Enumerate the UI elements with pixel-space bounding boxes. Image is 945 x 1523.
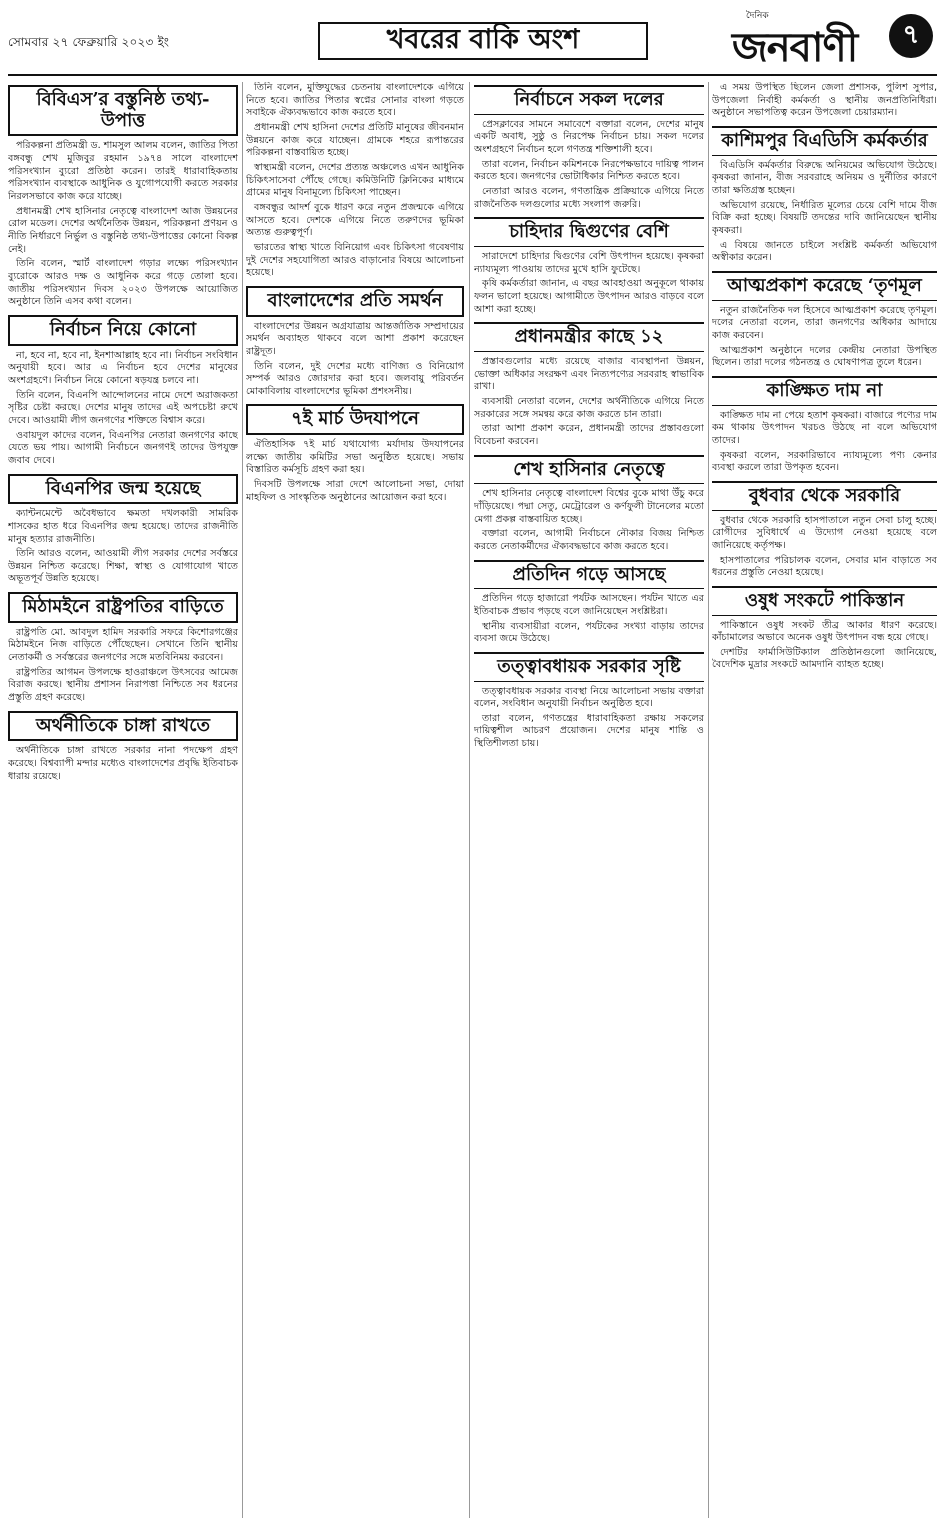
article-body [474,119,704,212]
article-body [8,745,238,783]
article-body [712,160,937,265]
article-paragraph: তিনি বলেন, মুক্তিযুদ্ধের চেতনায় বাংলাদেশকে এগিয়ে নিতে হবে। জাতির পিতার স্বপ্নের সোনার বাংলা গড়তে সবাইকে ঐক্যবদ্ধভাবে কাজ করতে হবে। [246,82,464,119]
article-body [474,356,704,449]
article-body [246,82,464,280]
issue-date: সোমবার ২৭ ফেব্রুয়ারি ২০২৩ ইং [8,35,170,49]
article-paragraph: সারাদেশে চাহিদার দ্বিগুণের বেশি উৎপাদন হয়েছে। কৃষকরা ন্যায্যমূল্য পাওয়ায় তাদের মুখে হাসি ফুটেছে। [474,250,704,275]
article-body [246,439,464,504]
article-body [474,593,704,646]
article-headline: চাহিদার দ্বিগুণের বেশি [474,217,704,247]
column-1 [8,82,238,1518]
article [474,85,704,211]
article-paragraph: দিবসটি উপলক্ষে সারা দেশে আলোচনা সভা, দোয়া মাহফিল ও সাংস্কৃতিক অনুষ্ঠানের আয়োজন করা হবে। [246,479,464,503]
article-paragraph: ওবায়দুল কাদের বলেন, বিএনপির নেতারা জনগণের কাছে যেতে ভয় পায়। আগামী নির্বাচনে জনগণই তাদের উপযুক্ত জবাব দেবে। [8,429,238,466]
logo-daily: দৈনিক [746,11,769,21]
article [712,376,937,475]
article-paragraph: স্বাস্থ্যমন্ত্রী বলেন, দেশের প্রত্যন্ত অঞ্চলেও এখন আধুনিক চিকিৎসাসেবা পৌঁছে গেছে। কমিউনিটি ক্লিনিকের মাধ্যমে গ্রামের মানুষ বিনামূল্যে চিকিৎসা পাচ্ছেন। [246,161,464,199]
article-headline: বুধবার থেকে সরকারি [712,481,937,511]
article-body [712,515,937,580]
article-paragraph: এ বিষয়ে জানতে চাইলে সংশ্লিষ্ট কর্মকর্তা অভিযোগ অস্বীকার করেন। [712,239,937,264]
article-paragraph: তারা বলেন, গণতন্ত্রের ধারাবাহিকতা রক্ষায় সকলের দায়িত্বশীল আচরণ প্রয়োজন। দেশের মানুষ শান্তি ও স্থিতিশীলতা চায়। [474,712,704,750]
article-body [8,350,238,468]
article [474,455,704,554]
article-body [712,305,937,370]
article [246,82,464,280]
article-paragraph: রাষ্ট্রপতি মো. আবদুল হামিদ সরকারি সফরে কিশোরগঞ্জের মিঠামইনে নিজ বাড়িতে পৌঁছেছেন। সেখানে তিনি স্থানীয় নেতাকর্মী ও সর্বস্তরের জনগণের সঙ্গে মতবিনিময় করবেন। [8,626,238,664]
article-headline: কাঙ্ক্ষিত দাম না [712,376,937,406]
article [474,322,704,448]
article [8,474,238,587]
article-headline: বাংলাদেশের প্রতি সমর্থন [246,286,464,317]
article-paragraph: তিনি বলেন, বিএনপি আন্দোলনের নামে দেশে অরাজকতা সৃষ্টির চেষ্টা করছে। দেশের মানুষ তাদের এই অপচেষ্টা রুখে দেবে। আওয়ামী লীগ জনগণের শক্তিতে বিশ্বাস করে। [8,389,238,426]
column-divider [708,82,709,1518]
article-paragraph: ভারতের স্বাস্থ্য খাতে বিনিয়োগ এবং চিকিৎসা গবেষণায় দুই দেশের সহযোগিতা আরও বাড়ানোর বিষয়ে আলোচনা হয়েছে। [246,241,464,279]
article-paragraph: কাঙ্ক্ষিত দাম না পেয়ে হতাশ কৃষকরা। বাজারে পণ্যের দাম কম থাকায় উৎপাদন খরচও উঠছে না বলে অভিযোগ তাদের। [712,409,937,446]
article-headline: বিবিএস’র বস্তুনিষ্ঠ তথ্য-উপাত্ত [8,85,238,136]
article-paragraph: প্রধানমন্ত্রী শেখ হাসিনা দেশের প্রতিটি মানুষের জীবনমান উন্নয়নে কাজ করে যাচ্ছেন। গ্রামকে শহরে রূপান্তরের পরিকল্পনা বাস্তবায়িত হচ্ছে। [246,121,464,159]
article-paragraph: তত্ত্বাবধায়ক সরকার ব্যবস্থা নিয়ে আলোচনা সভায় বক্তারা বলেন, সংবিধান অনুযায়ী নির্বাচন অনুষ্ঠিত হবে। [474,685,704,710]
header-divider [8,74,937,76]
column-4 [712,82,937,1518]
article-paragraph: প্রস্তাবগুলোর মধ্যে রয়েছে বাজার ব্যবস্থাপনা উন্নয়ন, ভোক্তা অধিকার সংরক্ষণ এবং নিত্যপণ্যের সরবরাহ স্বাভাবিক রাখা। [474,355,704,393]
page-number: ৭ [889,14,933,58]
article [8,592,238,705]
article [246,286,464,399]
article-headline: ৭ই মার্চ উদযাপনে [246,404,464,435]
article-body [8,508,238,586]
article [712,126,937,265]
logo-name: জনবাণী [732,24,858,71]
article [712,82,937,120]
article-paragraph: বাংলাদেশের উন্নয়ন অগ্রযাত্রায় আন্তর্জাতিক সম্প্রদায়ের সমর্থন অব্যাহত থাকবে বলে আশা প্রকাশ করেছেন রাষ্ট্রদূত। [246,320,464,357]
article-headline: প্রধানমন্ত্রীর কাছে ১২ [474,322,704,352]
article-paragraph: হাসপাতালের পরিচালক বলেন, সেবার মান বাড়াতে সব ধরনের প্রস্তুতি নেওয়া হয়েছে। [712,554,937,579]
article-headline: প্রতিদিন গড়ে আসছে [474,560,704,590]
article-paragraph: পাকিস্তানে ওষুধ সংকট তীব্র আকার ধারণ করেছে। কাঁচামালের অভাবে অনেক ওষুধ উৎপাদন বন্ধ হয়ে গেছে। [712,619,937,644]
article-paragraph: স্থানীয় ব্যবসায়ীরা বলেন, পর্যটকের সংখ্যা বাড়ায় তাদের ব্যবসা জমে উঠেছে। [474,620,704,645]
article [712,271,937,370]
article-paragraph: কৃষকরা বলেন, সরকারিভাবে ন্যায্যমূল্যে পণ্য কেনার ব্যবস্থা করলে তারা উপকৃত হবেন। [712,449,937,474]
article-paragraph: বুধবার থেকে সরকারি হাসপাতালে নতুন সেবা চালু হচ্ছে। রোগীদের সুবিধার্থে এ উদ্যোগ নেওয়া হয়েছে বলে জানিয়েছে কর্তৃপক্ষ। [712,514,937,551]
article-paragraph: না, হবে না, হবে না, ইনশাআল্লাহ হবে না। নির্বাচন সংবিধান অনুযায়ী হবে। আর এ নির্বাচন হবে দেশের মানুষের অংশগ্রহণে। নির্বাচন নিয়ে কোনো ষড়যন্ত্র চলবে না। [8,349,238,386]
article-headline: অর্থনীতিকে চাঙ্গা রাখতে [8,711,238,742]
article-paragraph: নতুন রাজনৈতিক দল হিসেবে আত্মপ্রকাশ করেছে তৃণমূল। দলের নেতারা বলেন, তারা জনগণের অধিকার আদায়ে কাজ করবেন। [712,304,937,341]
article-body [712,82,937,120]
article-body [246,321,464,399]
column-3 [474,82,704,1518]
article [8,315,238,468]
article-headline: শেখ হাসিনার নেতৃত্বে [474,455,704,485]
article-paragraph: তারা বলেন, নির্বাচন কমিশনকে নিরপেক্ষভাবে দায়িত্ব পালন করতে হবে। জনগণের ভোটাধিকার নিশ্চিত করতে হবে। [474,158,704,183]
article [246,404,464,504]
article-paragraph: প্রেসক্লাবের সামনে সমাবেশে বক্তারা বলেন, দেশের মানুষ একটি অবাধ, সুষ্ঠু ও নিরপেক্ষ নির্বাচন চায়। সকল দলের অংশগ্রহণে নির্বাচন হলে গণতন্ত্র শক্তিশালী হবে। [474,118,704,155]
article-paragraph: তিনি আরও বলেন, আওয়ামী লীগ সরকার দেশের সর্বস্তরে উন্নয়ন নিশ্চিত করেছে। শিক্ষা, স্বাস্থ্য ও যোগাযোগ খাতে অভূতপূর্ব উন্নতি হয়েছে। [8,548,238,585]
column-divider [469,82,470,1518]
columns [8,82,937,1518]
article [474,652,704,751]
article-paragraph: তিনি বলেন, দুই দেশের মধ্যে বাণিজ্য ও বিনিয়োগ সম্পর্ক আরও জোরদার করা হবে। জলবায়ু পরিবর্তন মোকাবিলায় বাংলাদেশের ভূমিকা প্রশংসনীয়। [246,360,464,397]
article-paragraph: শেখ হাসিনার নেতৃত্বে বাংলাদেশ বিশ্বের বুকে মাথা উঁচু করে দাঁড়িয়েছে। পদ্মা সেতু, মেট্রোরেল ও কর্ণফুলী টানেলের মতো মেগা প্রকল্প বাস্তবায়িত হচ্ছে। [474,488,704,525]
article-body [474,686,704,751]
article-paragraph: পরিকল্পনা প্রতিমন্ত্রী ড. শামসুল আলম বলেন, জাতির পিতা বঙ্গবন্ধু শেখ মুজিবুর রহমান ১৯৭৪ সালে বাংলাদেশ পরিসংখ্যান ব্যুরো প্রতিষ্ঠা করেন। তারই ধারাবাহিকতায় পরিসংখ্যান ব্যবস্থাকে আধুনিক ও যুগোপযোগী করতে সরকার নিরলসভাবে কাজ করে যাচ্ছে। [8,140,238,202]
article-paragraph: রাষ্ট্রপতির আগমন উপলক্ষে হাওরাঞ্চলে উৎসবের আমেজ বিরাজ করছে। স্থানীয় প্রশাসন নিরাপত্তা নিশ্চিতে সব ধরনের প্রস্তুতি গ্রহণ করেছে। [8,666,238,704]
article-paragraph: বক্তারা বলেন, আগামী নির্বাচনে নৌকার বিজয় নিশ্চিত করতে নেতাকর্মীদের ঐক্যবদ্ধভাবে কাজ করতে হবে। [474,528,704,552]
section-title: খবরের বাকি অংশ [318,22,648,60]
article [712,481,937,580]
article-paragraph: আত্মপ্রকাশ অনুষ্ঠানে দলের কেন্দ্রীয় নেতারা উপস্থিত ছিলেন। তারা দলের গঠনতন্ত্র ও ঘোষণাপত্র তুলে ধরেন। [712,344,937,369]
article-headline: তত্ত্বাবধায়ক সরকার সৃষ্টি [474,652,704,682]
article-headline: আত্মপ্রকাশ করেছে ‘তৃণমূল [712,271,937,301]
article-paragraph: ব্যবসায়ী নেতারা বলেন, দেশের অর্থনীতিকে এগিয়ে নিতে সরকারের সঙ্গে সমন্বয় করে কাজ করতে চান তারা। [474,395,704,420]
article [712,586,937,672]
column-2 [246,82,464,1518]
article-headline: বিএনপির জন্ম হয়েছে [8,474,238,505]
newspaper-logo [732,8,937,71]
article-paragraph: প্রধানমন্ত্রী শেখ হাসিনার নেতৃত্বে বাংলাদেশ আজ উন্নয়নের রোল মডেল। দেশের অর্থনৈতিক উন্নয়ন, পরিকল্পনা প্রণয়ন ও নীতি নির্ধারণে নির্ভুল ও বস্তুনিষ্ঠ তথ্য-উপাত্তের কোনো বিকল্প নেই। [8,205,238,255]
article-headline: ওষুধ সংকটে পাকিস্তান [712,586,937,616]
article-paragraph: বঙ্গবন্ধুর আদর্শ বুকে ধারণ করে নতুন প্রজন্মকে এগিয়ে আসতে হবে। দেশকে এগিয়ে নিতে তরুণদের ভূমিকা অত্যন্ত গুরুত্বপূর্ণ। [246,201,464,239]
article-paragraph: অর্থনীতিকে চাঙ্গা রাখতে সরকার নানা পদক্ষেপ গ্রহণ করেছে। বিশ্বব্যাপী মন্দার মধ্যেও বাংলাদেশের প্রবৃদ্ধি ইতিবাচক ধারায় রয়েছে। [8,745,238,782]
article-paragraph: নেতারা আরও বলেন, গণতান্ত্রিক প্রক্রিয়াকে এগিয়ে নিতে রাজনৈতিক দলগুলোর মধ্যে সংলাপ জরুরি। [474,185,704,210]
article-body [8,627,238,705]
article-paragraph: বিএডিসি কর্মকর্তার বিরুদ্ধে অনিয়মের অভিযোগ উঠেছে। কৃষকরা জানান, বীজ সরবরাহে অনিয়ম ও দুর্নীতির কারণে তারা ক্ষতিগ্রস্ত হচ্ছেন। [712,159,937,196]
article-body [474,251,704,316]
article-headline: নির্বাচন নিয়ে কোনো [8,315,238,346]
masthead [8,8,937,70]
article-paragraph: অভিযোগ রয়েছে, নির্ধারিত মূল্যের চেয়ে বেশি দামে বীজ বিক্রি করা হচ্ছে। বিষয়টি তদন্তের দাবি জানিয়েছেন স্থানীয় কৃষকরা। [712,199,937,236]
article-paragraph: ঐতিহাসিক ৭ই মার্চ যথাযোগ্য মর্যাদায় উদযাপনের লক্ষ্যে জাতীয় কমিটির সভা অনুষ্ঠিত হয়েছে। সভায় বিস্তারিত কর্মসূচি গ্রহণ করা হয়। [246,439,464,476]
article-body [474,488,704,553]
column-divider [242,82,243,1518]
article [474,560,704,646]
article [8,711,238,784]
article-headline: কাশিমপুর বিএডিসি কর্মকর্তার [712,126,937,156]
article-paragraph: প্রতিদিন গড়ে হাজারো পর্যটক আসছেন। পর্যটন খাতে এর ইতিবাচক প্রভাব পড়ছে বলে জানিয়েছেন সংশ্লিষ্টরা। [474,593,704,617]
article-body [712,620,937,673]
article-paragraph: দেশটির ফার্মাসিউটিক্যাল প্রতিষ্ঠানগুলো জানিয়েছে, বৈদেশিক মুদ্রার সংকটে আমদানি ব্যাহত হচ্ছে। [712,646,937,671]
article-headline: নির্বাচনে সকল দলের [474,85,704,115]
article-paragraph: তারা আশা প্রকাশ করেন, প্রধানমন্ত্রী তাদের প্রস্তাবগুলো বিবেচনা করবেন। [474,423,704,447]
article-body [712,410,937,475]
article-paragraph: তিনি বলেন, স্মার্ট বাংলাদেশ গড়ার লক্ষ্যে পরিসংখ্যান ব্যুরোকে আরও দক্ষ ও আধুনিক করে গড়ে তোলা হবে। জাতীয় পরিসংখ্যান দিবস ২০২৩ উপলক্ষে আয়োজিত অনুষ্ঠানে তিনি এসব কথা বলেন। [8,258,238,308]
article-paragraph: এ সময় উপস্থিত ছিলেন জেলা প্রশাসক, পুলিশ সুপার, উপজেলা নির্বাহী কর্মকর্তা ও স্থানীয় জনপ্রতিনিধিরা। অনুষ্ঠানে সভাপতিত্ব করেন উপজেলা চেয়ারম্যান। [712,82,937,119]
article-paragraph: কৃষি কর্মকর্তারা জানান, এ বছর আবহাওয়া অনুকূলে থাকায় ফলন ভালো হয়েছে। আগামীতে উৎপাদন আরও বাড়বে বলে আশা করা হচ্ছে। [474,278,704,315]
article [8,85,238,309]
article [474,217,704,316]
article-headline: মিঠামইনে রাষ্ট্রপতির বাড়িতে [8,592,238,623]
article-paragraph: ক্যান্টনমেন্টে অবৈধভাবে ক্ষমতা দখলকারী সামরিক শাসকের হাত ধরে বিএনপির জন্ম হয়েছে। তাদের রাজনীতি মানুষ হত্যার রাজনীতি। [8,508,238,545]
article-body [8,140,238,309]
